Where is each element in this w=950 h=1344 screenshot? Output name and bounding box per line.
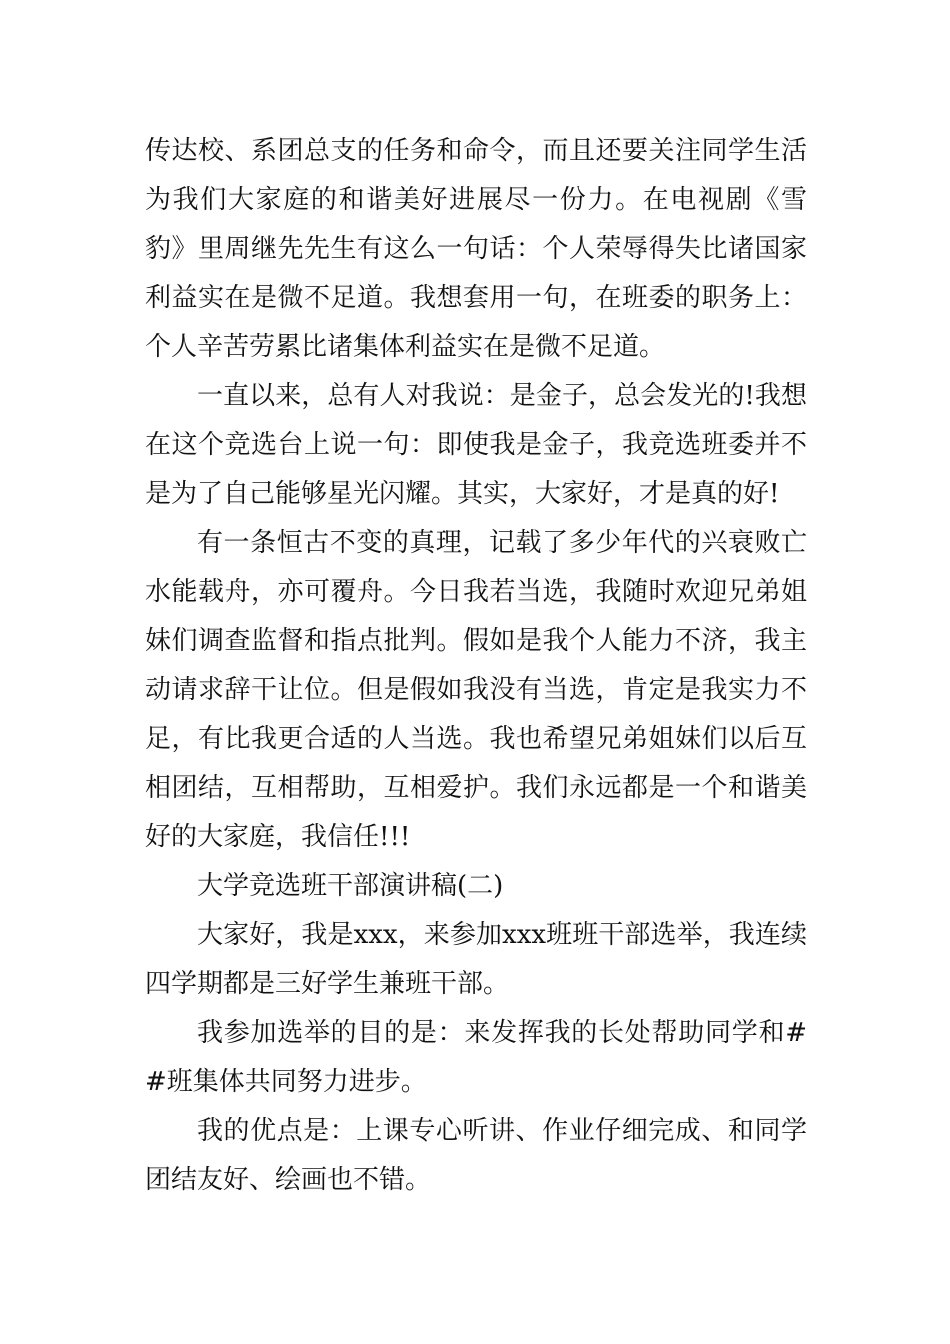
paragraph: 我参加选举的目的是：来发挥我的长处帮助同学和##班集体共同努力进步。 — [145, 1018, 807, 1097]
paragraph-continuation: 传达校、系团总支的任务和命令，而且还要关注同学生活为我们大家庭的和谐美好进展尽一份力。在电视剧《雪豹》里周继先先生有这么一句话：个人荣辱得失比诸国家利益实在是微不足道。我想套用一句，在班委的职务上：个人辛苦劳累比诸集体利益实在是微不足道。 — [145, 136, 807, 362]
document-body — [145, 127, 807, 1205]
paragraph: 我的优点是：上课专心听讲、作业仔细完成、和同学团结友好、绘画也不错。 — [145, 1116, 807, 1195]
paragraph: 一直以来，总有人对我说：是金子，总会发光的!我想在这个竞选台上说一句：即使我是金子，我竞选班委并不是为了自己能够星光闪耀。其实，大家好，才是真的好! — [145, 381, 807, 509]
section-heading: 大学竞选班干部演讲稿(二) — [197, 871, 504, 901]
paragraph: 大家好，我是xxx，来参加xxx班班干部选举，我连续四学期都是三好学生兼班干部。 — [145, 920, 807, 999]
paragraph: 有一条恒古不变的真理，记载了多少年代的兴衰败亡水能载舟，亦可覆舟。今日我若当选，我随时欢迎兄弟姐妹们调查监督和指点批判。假如是我个人能力不济，我主动请求辞干让位。但是假如我没有当选，肯定是我实力不足，有比我更合适的人当选。我也希望兄弟姐妹们以后互相团结，互相帮助，互相爱护。我们永远都是一个和谐美好的大家庭，我信任!!! — [145, 528, 807, 852]
